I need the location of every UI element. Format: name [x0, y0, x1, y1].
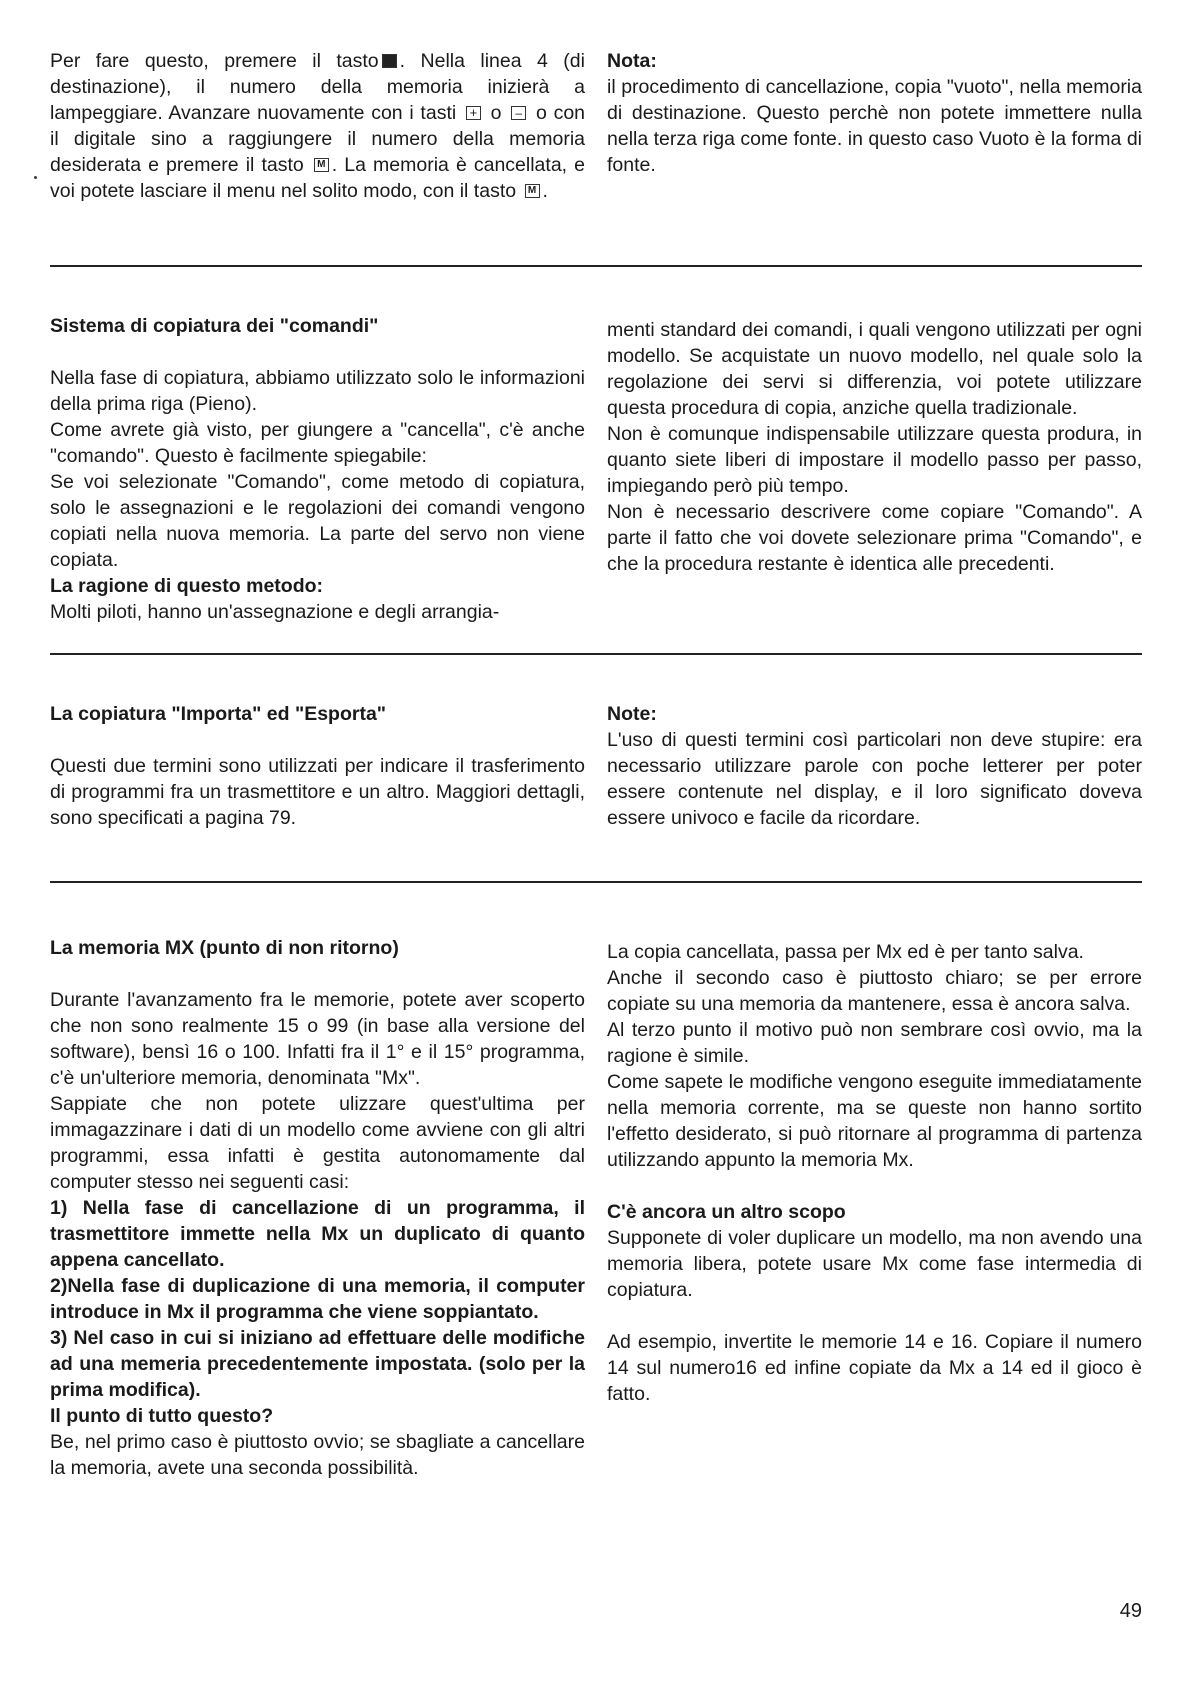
s4-paragraph: Ad esempio, invertite le memorie 14 e 16. Copiare il numero 14 sul numero16 ed infine copiate da Mx a 14 ed il gioco è fatto. — [607, 1331, 1142, 1405]
case-3: 3) Nel caso in cui si iniziano ad effettuare delle modifiche ad una memeria precedentemente impostata. (solo per la prima modifica). — [50, 1327, 585, 1401]
s1-text-d: o con il digitale sino a raggiungere il numero della memoria desiderata e premere il tasto — [50, 102, 586, 176]
s2-left-column — [50, 313, 585, 625]
s1-text-c: o — [490, 102, 502, 124]
s4-paragraph: La copia cancellata, passa per Mx ed è per tanto salva. — [607, 941, 1084, 963]
note-heading: Nota: — [607, 50, 657, 72]
scan-speck — [34, 176, 37, 179]
subheading: Il punto di tutto questo? — [50, 1405, 274, 1427]
section-divider — [50, 881, 1142, 883]
s1-text-a: Per fare questo, premere il tasto — [50, 50, 379, 72]
page-number: 49 — [1119, 1600, 1142, 1622]
s2-paragraph: Come avrete già visto, per giungere a "cancella", c'è anche "comando". Questo è facilmente spiegabile: — [50, 419, 585, 467]
plus-key-icon — [466, 106, 481, 120]
menu-key-icon — [314, 158, 329, 172]
section-heading: La copiatura "Importa" ed "Esporta" — [50, 703, 387, 725]
s1-text-e: . La memoria è cancellata, e voi potete lasciare il menu nel solito modo, con il tasto — [50, 154, 585, 202]
minus-key-icon — [511, 106, 526, 120]
s3-right-column — [607, 701, 1142, 831]
section-heading: Sistema di copiatura dei "comandi" — [50, 315, 379, 337]
s2-right-column — [607, 317, 1142, 577]
s4-paragraph: Anche il secondo caso è piuttosto chiaro; se per errore copiate su una memoria da mantenere, essa è ancora salva. — [607, 967, 1142, 1015]
s4-paragraph: Supponete di voler duplicare un modello, ma non avendo una memoria libera, potete usare Mx come fase intermedia di copiatura. — [607, 1227, 1142, 1301]
s1-left-paragraph — [50, 48, 585, 204]
note-heading: Note: — [607, 703, 657, 725]
section-divider — [50, 265, 1142, 267]
note-text: il procedimento di cancellazione, copia "vuoto", nella memoria di destinazione. Questo perchè non potete immettere nulla nella terza riga come fonte. in questo caso Vuoto è la forma di fonte. — [607, 76, 1142, 176]
case-1: 1) Nella fase di cancellazione di un programma, il trasmettitore immette nella Mx un duplicato di quanto appena cancellato. — [50, 1197, 585, 1271]
s4-right-column — [607, 939, 1142, 1407]
s1-right-column — [607, 48, 1142, 178]
case-2: 2)Nella fase di duplicazione di una memoria, il computer introduce in Mx il programma che viene soppiantato. — [50, 1275, 585, 1323]
s4-paragraph: Al terzo punto il motivo può non sembrare così ovvio, ma la ragione è simile. — [607, 1019, 1142, 1067]
section-heading: La memoria MX (punto di non ritorno) — [50, 937, 399, 959]
s2-paragraph: Non è necessario descrivere come copiare "Comando". A parte il fatto che voi dovete selezionare prima "Comando", e che la procedura restante è identica alle precedenti. — [607, 501, 1142, 575]
s1-text-b: . Nella linea 4 (di destinazione), il numero della memoria inizierà a lampeggiare. Avanzare nuovamente con i tasti — [50, 50, 585, 124]
s1-text-f: . — [542, 180, 548, 202]
s2-paragraph: menti standard dei comandi, i quali vengono utilizzati per ogni modello. Se acquistate un nuovo modello, nel quale solo la regolazione dei servi si differenzia, voi potete utilizzare questa procedura di copia, anziche quella tradizionale. — [607, 319, 1142, 419]
s2-paragraph: Molti piloti, hanno un'assegnazione e degli arrangia- — [50, 601, 500, 623]
s2-paragraph: Se voi selezionate "Comando", come metodo di copiatura, solo le assegnazioni e le regolazioni dei comandi vengono copiati nella nuova memoria. La parte del servo non viene copiata. — [50, 471, 585, 571]
s4-paragraph: Come sapete le modifiche vengono eseguite immediatamente nella memoria corrente, ma se queste non hanno sortito l'effetto desiderato, si può ritornare al programma di partenza utilizzando appunto la memoria Mx. — [607, 1071, 1142, 1171]
subheading: La ragione di questo metodo: — [50, 575, 324, 597]
s4-paragraph: Be, nel primo caso è piuttosto ovvio; se sbagliate a cancellare la memoria, avete una seconda possibilità. — [50, 1431, 585, 1479]
s1-left-column — [50, 48, 585, 204]
s2-paragraph: Nella fase di copiatura, abbiamo utilizzato solo le informazioni della prima riga (Pieno). — [50, 367, 585, 415]
s2-paragraph: Non è comunque indispensabile utilizzare questa produra, in quanto siete liberi di impostare il modello passo per passo, impiegando però più tempo. — [607, 423, 1142, 497]
s3-left-column — [50, 701, 585, 831]
section-divider — [50, 653, 1142, 655]
s4-paragraph: Sappiate che non potete ulizzare quest'ultima per immagazzinare i dati di un modello come avviene con gli altri programmi, essa infatti è gestita autonomamente dal computer stesso nei seguenti casi: — [50, 1093, 585, 1193]
s4-left-column — [50, 935, 585, 1481]
subheading: C'è ancora un altro scopo — [607, 1201, 846, 1223]
enter-key-icon — [382, 54, 397, 68]
menu-key-icon — [525, 184, 540, 198]
s4-paragraph: Durante l'avanzamento fra le memorie, potete aver scoperto che non sono realmente 15 o 99 (in base alla versione del software), bensì 16 o 100. Infatti fra il 1° e il 15° programma, c'è un'ulteriore memoria, denominata "Mx". — [50, 989, 585, 1089]
s3-paragraph: Questi due termini sono utilizzati per indicare il trasferimento di programmi fra un trasmettitore e un altro. Maggiori dettagli, sono specificati a pagina 79. — [50, 755, 585, 829]
s3-paragraph: L'uso di questi termini così particolari non deve stupire: era necessario utilizzare parole con poche letterer per poter essere contenute nel display, e il loro significato doveva essere univoco e facile da ricordare. — [607, 729, 1142, 829]
